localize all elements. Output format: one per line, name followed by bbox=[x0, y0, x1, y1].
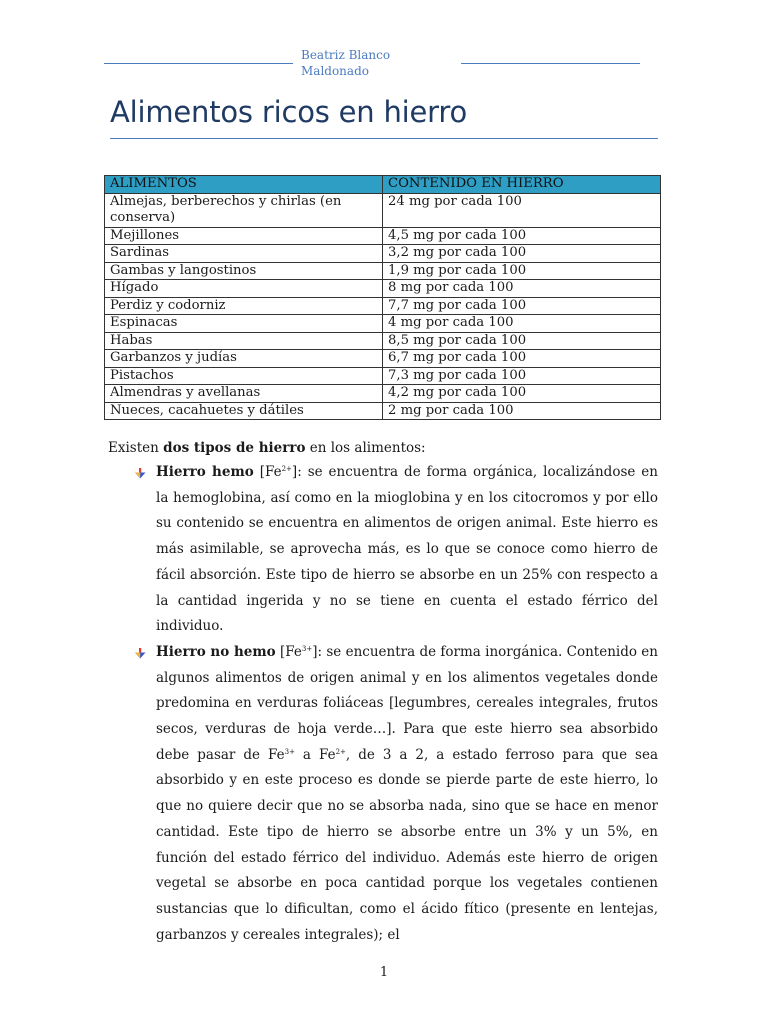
hierro-no-hemo-paragraph bbox=[156, 640, 658, 948]
term-hierro-hemo: Hierro hemo bbox=[156, 464, 254, 480]
table-row bbox=[105, 315, 661, 333]
table-row bbox=[105, 402, 661, 420]
food-cell: Garbanzos y judías bbox=[105, 350, 383, 368]
iron-cell: 3,2 mg por cada 100 bbox=[383, 245, 661, 263]
intro-sentence bbox=[108, 438, 426, 458]
list-item bbox=[134, 640, 658, 948]
ion-bracket: ] bbox=[312, 643, 318, 660]
paragraph-text: a Fe bbox=[294, 746, 336, 763]
table-header-row bbox=[105, 176, 661, 194]
food-cell: Almendras y avellanas bbox=[105, 385, 383, 403]
table-row bbox=[105, 193, 661, 227]
food-cell: Nueces, cacahuetes y dátiles bbox=[105, 402, 383, 420]
iron-cell: 24 mg por cada 100 bbox=[383, 193, 661, 227]
header-rule-left bbox=[104, 63, 293, 64]
iron-cell: 4 mg por cada 100 bbox=[383, 315, 661, 333]
food-cell: Pistachos bbox=[105, 367, 383, 385]
header-rule-right bbox=[461, 63, 640, 64]
food-cell: Gambas y langostinos bbox=[105, 262, 383, 280]
table-row bbox=[105, 227, 661, 245]
list-item bbox=[134, 460, 658, 640]
intro-after: en los alimentos: bbox=[305, 440, 426, 456]
page-title: Alimentos ricos en hierro bbox=[110, 95, 468, 129]
term-hierro-no-hemo: Hierro no hemo bbox=[156, 643, 276, 660]
ion-charge: 3+ bbox=[284, 747, 295, 756]
column-header-foods: ALIMENTOS bbox=[105, 176, 383, 194]
iron-content-table bbox=[104, 175, 661, 420]
food-cell: Almejas, berberechos y chirlas (en conserva) bbox=[105, 193, 383, 227]
iron-cell: 2 mg por cada 100 bbox=[383, 402, 661, 420]
hierro-hemo-paragraph bbox=[156, 460, 658, 640]
table-row bbox=[105, 350, 661, 368]
intro-before: Existen bbox=[108, 440, 164, 456]
ion-charge: 3+ bbox=[301, 644, 313, 653]
table-row bbox=[105, 262, 661, 280]
title-underline bbox=[110, 138, 658, 139]
ion-label: [Fe bbox=[253, 464, 282, 480]
table-row bbox=[105, 367, 661, 385]
food-cell: Perdiz y codorniz bbox=[105, 297, 383, 315]
ion-bracket: ] bbox=[291, 464, 298, 480]
table-row bbox=[105, 332, 661, 350]
ion-charge: 2+ bbox=[335, 747, 346, 756]
column-header-iron-content: CONTENIDO EN HIERRO bbox=[383, 176, 661, 194]
arrow-bullet-icon bbox=[134, 468, 147, 479]
iron-cell: 7,7 mg por cada 100 bbox=[383, 297, 661, 315]
iron-cell: 1,9 mg por cada 100 bbox=[383, 262, 661, 280]
iron-cell: 7,3 mg por cada 100 bbox=[383, 367, 661, 385]
food-cell: Habas bbox=[105, 332, 383, 350]
paragraph-text: , de 3 a 2, a estado ferroso para que sea absorbido y en este proceso es donde se pierde parte de este hierro, lo que no quiere decir que no se absorba nada, sino que se hace en menor cantidad. Este tipo de hierro se absorbe entre un 3% y un 5%, en función del estado férrico del individuo. Además este hierro de origen vegetal se absorbe en poca cantidad porque los vegetales contienen sustancias que lo dificultan, como el ácido fítico (presente en lentejas, garbanzos y cereales integrales); el bbox=[156, 746, 659, 943]
food-cell: Mejillones bbox=[105, 227, 383, 245]
food-cell: Espinacas bbox=[105, 315, 383, 333]
iron-cell: 4,2 mg por cada 100 bbox=[383, 385, 661, 403]
intro-bold: dos tipos de hierro bbox=[163, 440, 306, 456]
table-row bbox=[105, 297, 661, 315]
paragraph-text: : se encuentra de forma orgánica, localizándose en la hemoglobina, así como en la mioglobina y en los citocromos y por ello su contenido se encuentra en alimentos de origen animal. Este hierro es más asimilable, se aprovecha más, es lo que se conoce como hierro de fácil absorción. Este tipo de hierro se absorbe en un 25% con respecto a la cantidad ingerida y no se tiene en cuenta el estado férrico del individuo. bbox=[156, 464, 658, 635]
ion-charge: 2+ bbox=[281, 465, 292, 473]
header-author: Beatriz Blanco Maldonado bbox=[301, 48, 391, 78]
page-number: 1 bbox=[379, 965, 389, 980]
paragraph-text: : se encuentra de forma inorgánica. Contenido en algunos alimentos de origen animal y en los alimentos vegetales donde predomina en verduras foliáceas [legumbres, cereales integrales, frutos secos, verduras de hoja verde…]. Para que este hierro sea absorbido debe pasar de Fe bbox=[156, 643, 658, 763]
ion-label: [Fe bbox=[275, 643, 302, 660]
iron-cell: 8 mg por cada 100 bbox=[383, 280, 661, 298]
iron-cell: 8,5 mg por cada 100 bbox=[383, 332, 661, 350]
iron-cell: 6,7 mg por cada 100 bbox=[383, 350, 661, 368]
food-cell: Hígado bbox=[105, 280, 383, 298]
table-row bbox=[105, 280, 661, 298]
food-cell: Sardinas bbox=[105, 245, 383, 263]
iron-cell: 4,5 mg por cada 100 bbox=[383, 227, 661, 245]
arrow-bullet-icon bbox=[134, 648, 147, 659]
iron-types-list bbox=[134, 460, 658, 948]
table-row bbox=[105, 245, 661, 263]
table-row bbox=[105, 385, 661, 403]
